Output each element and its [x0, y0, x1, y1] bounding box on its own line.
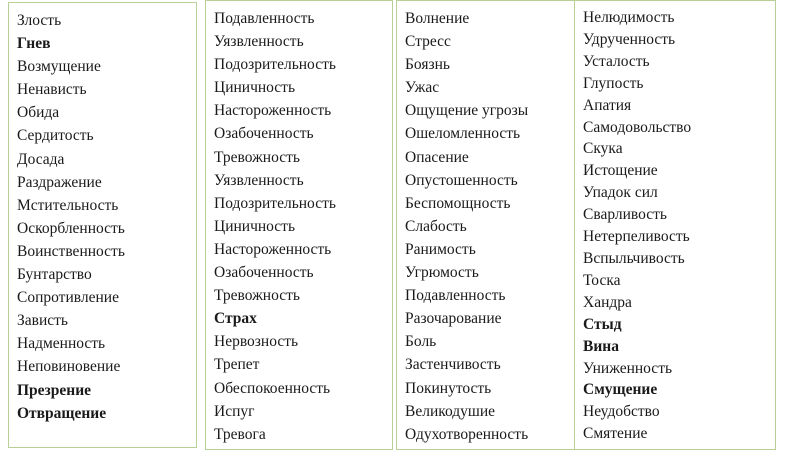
- emotion-word: Ощущение угрозы: [405, 102, 529, 120]
- emotion-word: Подавленность: [405, 287, 506, 305]
- emotion-word: Боязнь: [405, 56, 450, 74]
- emotion-word: Сопротивление: [17, 289, 119, 307]
- emotion-word: Гнев: [17, 35, 51, 53]
- emotion-word: Испуг: [214, 402, 255, 420]
- emotion-word: Хандра: [583, 293, 632, 311]
- emotion-list: [17, 9, 196, 425]
- emotion-word: Злость: [17, 12, 62, 29]
- emotion-word: Усталость: [583, 52, 650, 70]
- emotion-list: [405, 7, 577, 446]
- emotion-word: Самодовольство: [583, 118, 692, 136]
- emotion-word: Возмущение: [17, 58, 101, 76]
- emotion-word: Глупость: [583, 74, 644, 92]
- emotion-word: Настороженность: [214, 240, 332, 258]
- emotion-word: Раздражение: [17, 173, 102, 191]
- emotion-word: Покинутость: [405, 379, 492, 397]
- emotion-column-2: [205, 0, 393, 450]
- emotion-word: Ужас: [405, 79, 440, 97]
- emotion-word: Зависть: [17, 312, 68, 330]
- emotion-word: Воинственность: [17, 242, 125, 260]
- emotion-word: Нелюдимость: [583, 9, 675, 26]
- emotion-word: Слабость: [405, 217, 467, 235]
- emotion-word: Опустошенность: [405, 171, 518, 189]
- emotion-word: Оскорбленность: [17, 219, 125, 237]
- emotion-word: Настороженность: [214, 102, 332, 120]
- emotion-word: Неудобство: [583, 403, 660, 421]
- emotion-word: Скука: [583, 140, 623, 158]
- emotion-word: Ошеломленность: [405, 125, 521, 143]
- emotion-word: Надменность: [17, 335, 106, 353]
- emotion-word: Бунтарство: [17, 266, 92, 284]
- emotion-word: Вина: [583, 337, 619, 355]
- emotion-word: Стресс: [405, 33, 451, 51]
- emotion-word: Циничность: [214, 79, 296, 97]
- emotion-word: Волнение: [405, 10, 470, 27]
- emotion-word: Презрение: [17, 381, 92, 399]
- emotion-word: Уязвленность: [214, 171, 304, 189]
- emotion-word: Одухотворенность: [405, 425, 529, 443]
- emotion-word: Сердитость: [17, 127, 94, 145]
- emotion-word: Страх: [214, 310, 257, 328]
- emotion-word: Подавленность: [214, 10, 315, 27]
- emotion-word: Нетерпеливость: [583, 228, 690, 246]
- emotion-word: Боль: [405, 333, 437, 351]
- emotion-word: Вспыльчивость: [583, 249, 685, 267]
- emotion-word: Смятение: [583, 425, 648, 443]
- emotion-word: Обида: [17, 104, 60, 122]
- emotion-word: Трепет: [214, 356, 260, 374]
- emotion-word: Разочарование: [405, 310, 502, 328]
- emotion-word: Истощение: [583, 162, 658, 180]
- emotion-word: Угрюмость: [405, 264, 479, 282]
- emotion-word: Тоска: [583, 271, 621, 289]
- emotion-column-1: [8, 2, 197, 448]
- emotion-word: Озабоченность: [214, 125, 314, 143]
- emotion-word: Подозрительность: [214, 56, 336, 74]
- emotion-word: Великодушие: [405, 402, 496, 420]
- emotion-word: Беспомощность: [405, 194, 511, 212]
- emotion-word: Смущение: [583, 381, 658, 399]
- emotion-list: [583, 7, 775, 445]
- emotion-column-3: [396, 0, 578, 450]
- emotion-word: Нервозность: [214, 333, 299, 351]
- emotion-column-4: [574, 0, 776, 450]
- emotion-word: Неповиновение: [17, 358, 121, 376]
- emotion-word: Циничность: [214, 217, 296, 235]
- emotion-word: Мстительность: [17, 196, 119, 214]
- emotion-word: Обеспокоенность: [214, 379, 331, 397]
- emotion-word: Застенчивость: [405, 356, 501, 374]
- emotion-word: Опасение: [405, 148, 469, 166]
- emotion-word: Апатия: [583, 96, 632, 114]
- emotion-word: Стыд: [583, 315, 622, 333]
- emotion-list: [214, 7, 392, 446]
- emotion-word: Досада: [17, 150, 65, 168]
- emotion-word: Отвращение: [17, 404, 107, 422]
- emotion-word: Озабоченность: [214, 264, 314, 282]
- emotion-word: Подозрительность: [214, 194, 336, 212]
- emotion-word: Упадок сил: [583, 184, 658, 202]
- emotion-word: Уязвленность: [214, 33, 304, 51]
- emotion-word: Удрученность: [583, 30, 676, 48]
- emotion-word: Тревожность: [214, 287, 300, 305]
- emotion-word: Тревожность: [214, 148, 300, 166]
- emotion-word: Тревога: [214, 425, 266, 443]
- emotion-word: Униженность: [583, 359, 673, 377]
- emotion-word: Сварливость: [583, 206, 667, 224]
- emotion-word: Ранимость: [405, 240, 476, 258]
- emotion-word: Ненависть: [17, 81, 87, 99]
